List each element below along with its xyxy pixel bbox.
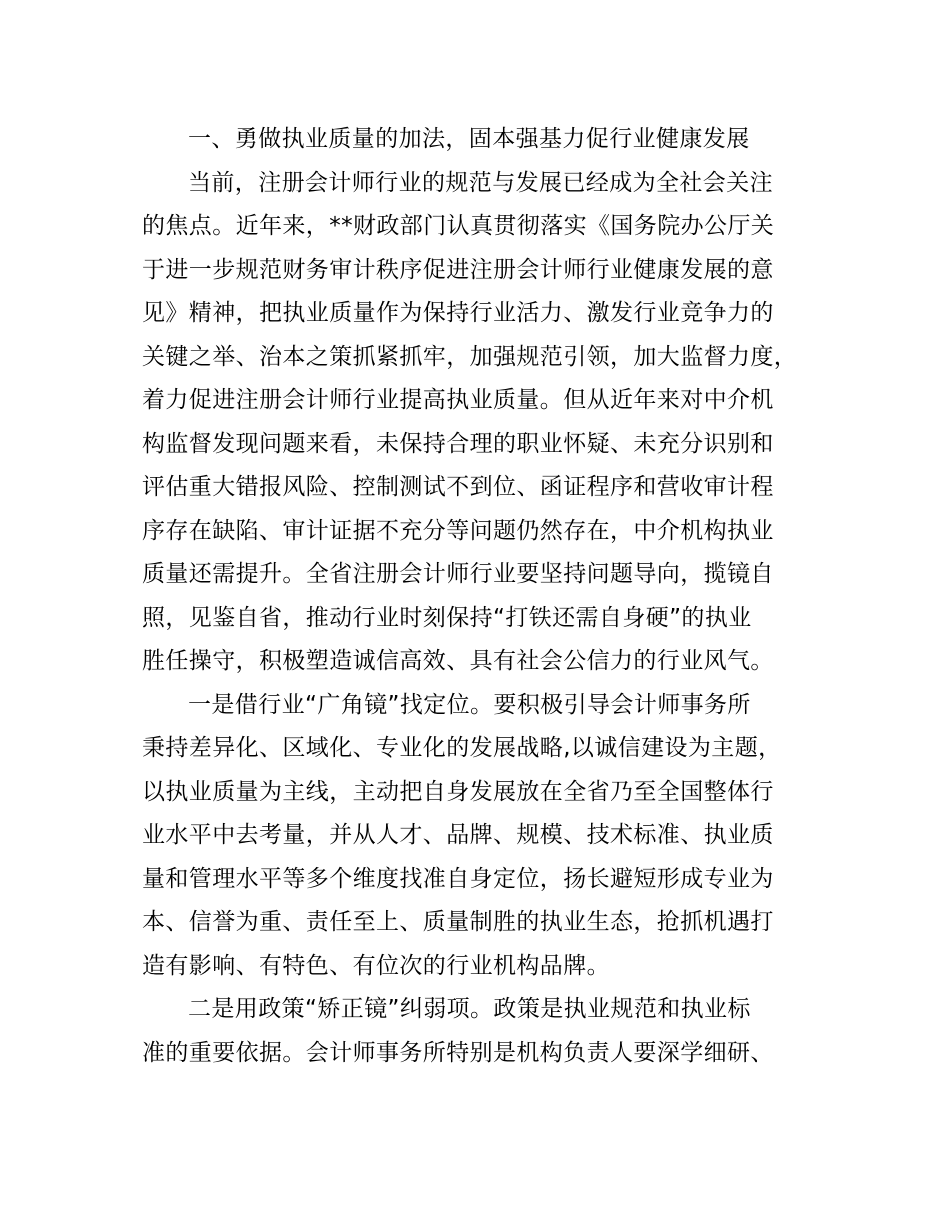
text-line: 评估重大错报风险、控制测试不到位、函证程序和营收审计程 — [142, 474, 774, 500]
text-line: 的焦点。近年来，**财政部门认真贯彻落实《国务院办公厅关 — [142, 213, 775, 239]
text-line: 量和管理水平等多个维度找准自身定位，扬长避短形成专业为 — [142, 865, 774, 892]
text-line: 序存在缺陷、审计证据不充分等问题仍然存在，中介机构执业 — [142, 517, 774, 544]
text-line: 胜任操守，积极塑造诚信高效、具有社会公信力的行业风气。 — [142, 648, 774, 674]
text-line: 秉持差异化、区域化、专业化的发展战略,以诚信建设为主题， — [142, 735, 782, 761]
text-line: 准的重要依据。会计师事务所特别是机构负责人要深学细研、 — [142, 1039, 774, 1066]
text-line: 一是借行业“广角镜”找定位。要积极引导会计师事务所 — [188, 691, 751, 718]
text-line: 质量还需提升。全省注册会计师行业要坚持问题导向，揽镜自 — [142, 561, 774, 587]
text-line: 当前，注册会计师行业的规范与发展已经成为全社会关注 — [188, 169, 773, 196]
section-heading: 一、勇做执业质量的加法，固本强基力促行业健康发展 — [188, 126, 750, 152]
text-line: 见》精神，把执业质量作为保持行业活力、激发行业竞争力的 — [142, 300, 774, 326]
document-body — [142, 118, 836, 1075]
text-line: 于进一步规范财务审计秩序促进注册会计师行业健康发展的意 — [142, 256, 774, 283]
text-line: 造有影响、有特色、有位次的行业机构品牌。 — [142, 952, 610, 979]
text-line: 构监督发现问题来看，未保持合理的职业怀疑、未充分识别和 — [142, 430, 774, 457]
text-line: 着力促进注册会计师行业提高执业质量。但从近年来对中介机 — [142, 387, 774, 413]
paragraph-corrective-lens — [142, 988, 836, 1075]
paragraph-wide-angle-lens — [142, 684, 836, 989]
paragraph-current-situation — [142, 162, 836, 684]
text-line: 本、信誉为重、责任至上、质量制胜的执业生态，抢抓机遇打 — [142, 909, 774, 935]
text-line: 照，见鉴自省，推动行业时刻保持“打铁还需自身硬”的执业 — [142, 604, 752, 631]
text-line: 二是用政策“矫正镜”纠弱项。政策是执业规范和执业标 — [188, 996, 751, 1022]
text-line: 以执业质量为主线，主动把自身发展放在全省乃至全国整体行 — [142, 778, 774, 805]
text-line: 业水平中去考量，并从人才、品牌、规模、技术标准、执业质 — [142, 822, 774, 848]
text-line: 关键之举、治本之策抓紧抓牢，加强规范引领，加大监督力度， — [142, 343, 798, 370]
